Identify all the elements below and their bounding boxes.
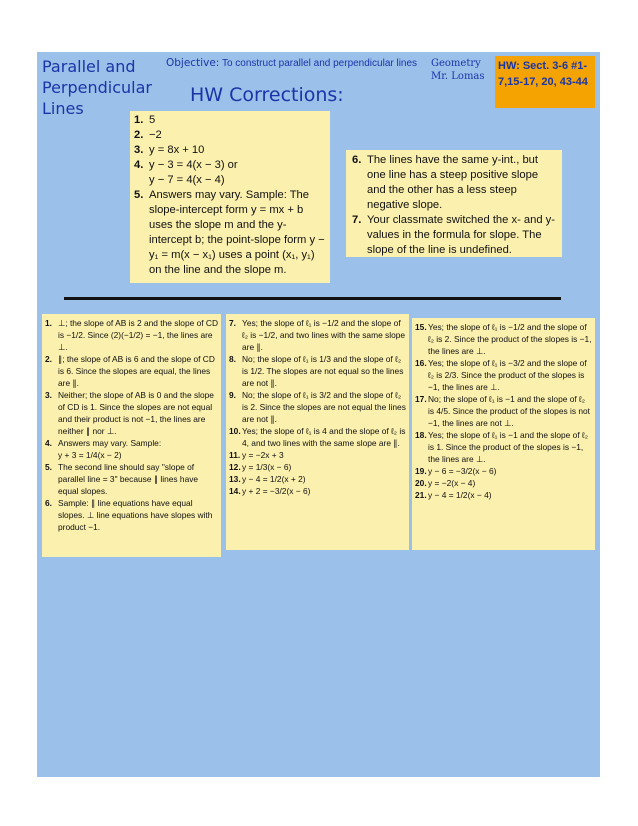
divider-line [64, 297, 561, 300]
objective [166, 57, 417, 69]
answer-item [134, 113, 327, 128]
answer-item [229, 389, 407, 425]
answer-item [45, 389, 219, 437]
answer-item [45, 317, 219, 353]
answer-number: 19. [415, 466, 427, 476]
answer-number: 14. [229, 486, 241, 496]
answer-item [134, 128, 327, 143]
answer-number: 21. [415, 490, 427, 500]
answer-number: 12. [229, 462, 241, 472]
answer-text: No; the slope of ℓ₁ is 3/2 and the slope of ℓ₂ is 2. Since the slopes are not equal the lines are not ∥. [242, 390, 406, 424]
answer-number: 1. [45, 318, 52, 328]
answer-number: 4. [45, 438, 52, 448]
answer-number: 6. [352, 154, 362, 166]
answer-item [229, 461, 407, 473]
answer-item [45, 461, 219, 497]
answer-number: 5. [134, 189, 144, 201]
answer-text: Yes; the slope of ℓ₁ is −1/2 and the slope of ℓ₂ is −1/2, and two lines with the same slope are ∥. [242, 318, 406, 352]
answer-text: ⊥; the slope of AB is 2 and the slope of CD is −1/2. Since (2)(−1/2) = −1, the lines are ⊥. [58, 318, 218, 352]
answer-item [415, 429, 593, 465]
answer-text: Answers may vary. Sample: The slope-intercept form y = mx + b uses the slope m and the y-intercept b; the point-slope form y − y₁ = m(x − x₁) uses a point (x₁, y₁) on the line and the slope m. [149, 189, 325, 276]
answer-text: y − 4 = 1/2(x + 2) [242, 474, 306, 484]
answer-text: y = −2x + 3 [242, 450, 284, 460]
answer-text: 5 [149, 114, 156, 126]
course-name: Geometry [431, 58, 481, 69]
answer-number: 7. [229, 318, 236, 328]
page-title: Parallel and Perpendicular Lines [42, 57, 153, 118]
answer-item [229, 473, 407, 485]
course-info [431, 57, 485, 83]
answer-number: 6. [45, 498, 52, 508]
answer-text: No; the slope of ℓ₁ is −1 and the slope of ℓ₂ is 4/5. Since the product of the slopes is not −1, the lines are not ⊥. [428, 394, 591, 428]
teacher-name: Mr. Lomas [431, 71, 485, 82]
answer-item [352, 153, 558, 213]
answer-text: y + 2 = −3/2(x − 6) [242, 486, 311, 496]
answer-number: 1. [134, 114, 144, 126]
answer-item [415, 393, 593, 429]
answers-column-1 [42, 314, 221, 557]
answer-text: y − 3 = 4(x − 3) or y − 7 = 4(x − 4) [149, 159, 238, 186]
answer-item [229, 317, 407, 353]
answer-number: 2. [45, 354, 52, 364]
answer-item [415, 489, 593, 501]
answer-number: 17. [415, 394, 427, 404]
answer-text: Neither; the slope of AB is 0 and the slope of CD is 1. Since the slopes are not equal and their product is not −1, the lines are neither ∥ nor ⊥. [58, 390, 214, 436]
answer-text: Your classmate switched the x- and y-values in the formula for slope. The slope of the line is undefined. [367, 214, 555, 256]
answer-text: Yes; the slope of ℓ₁ is 4 and the slope of ℓ₂ is 4, and two lines with the same slope are ∥. [242, 426, 406, 448]
answer-number: 7. [352, 214, 362, 226]
answer-item [229, 485, 407, 497]
answer-item [352, 213, 558, 258]
answer-item [415, 465, 593, 477]
homework-badge: HW: Sect. 3-6 #1-7,15-17, 20, 43-44 [495, 56, 595, 108]
answer-text: −2 [149, 129, 162, 141]
answer-text: Answers may vary. Sample: y + 3 = 1/4(x − 2) [58, 438, 162, 460]
answer-text: No; the slope of ℓ₁ is 1/3 and the slope of ℓ₂ is 1/2. The slopes are not equal so the lines are not ∥. [242, 354, 404, 388]
answer-text: y − 6 = −3/2(x − 6) [428, 466, 497, 476]
answer-number: 10. [229, 426, 241, 436]
answer-number: 3. [134, 144, 144, 156]
top-left-answers [130, 111, 330, 283]
answer-text: Yes; the slope of ℓ₁ is −1 and the slope of ℓ₂ is 1. Since the product of the slopes is −1, the lines are ⊥. [428, 430, 588, 464]
answer-text: y = 8x + 10 [149, 144, 205, 156]
answer-item [415, 477, 593, 489]
answers-column-3 [412, 318, 595, 550]
answer-item [229, 449, 407, 461]
answer-item [45, 353, 219, 389]
answer-item [229, 353, 407, 389]
answer-number: 20. [415, 478, 427, 488]
answer-number: 16. [415, 358, 427, 368]
answer-item [45, 497, 219, 533]
answer-number: 8. [229, 354, 236, 364]
answer-text: y = 1/3(x − 6) [242, 462, 292, 472]
answer-number: 15. [415, 322, 427, 332]
answer-number: 4. [134, 159, 144, 171]
objective-text: To construct parallel and perpendicular lines [221, 58, 418, 69]
answer-number: 2. [134, 129, 144, 141]
objective-label: Objective: [166, 57, 220, 69]
answer-number: 18. [415, 430, 427, 440]
top-right-answers [346, 150, 562, 257]
answers-column-2 [226, 314, 409, 550]
answer-text: Yes; the slope of ℓ₁ is −1/2 and the slope of ℓ₂ is 2. Since the product of the slopes is −1, the lines are ⊥. [428, 322, 592, 356]
corrections-heading: HW Corrections: [190, 84, 344, 106]
answer-text: Sample: ∥ line equations have equal slopes. ⊥ line equations have slopes with product −1. [58, 498, 213, 532]
answer-item [134, 158, 327, 188]
answer-item [134, 188, 327, 278]
answer-item [415, 357, 593, 393]
answer-item [45, 437, 219, 461]
answer-number: 13. [229, 474, 241, 484]
answer-item [134, 143, 327, 158]
answer-number: 9. [229, 390, 236, 400]
answer-number: 11. [229, 450, 241, 460]
answer-text: The second line should say "slope of parallel line = 3" because ∥ lines have equal slopes. [58, 462, 199, 496]
answer-item [229, 425, 407, 449]
answer-text: y − 4 = 1/2(x − 4) [428, 490, 492, 500]
answer-text: The lines have the same y-int., but one line has a steep positive slope and the other has a less steep negative slope. [367, 154, 539, 211]
answer-text: ∥; the slope of AB is 6 and the slope of CD is 6. Since the slopes are equal, the lines are ∥. [58, 354, 215, 388]
answer-number: 5. [45, 462, 52, 472]
answer-item [415, 321, 593, 357]
answer-number: 3. [45, 390, 52, 400]
answer-text: y = −2(x − 4) [428, 478, 476, 488]
answer-text: Yes; the slope of ℓ₁ is −3/2 and the slope of ℓ₂ is 2/3. Since the product of the slopes is −1, the lines are ⊥. [428, 358, 587, 392]
